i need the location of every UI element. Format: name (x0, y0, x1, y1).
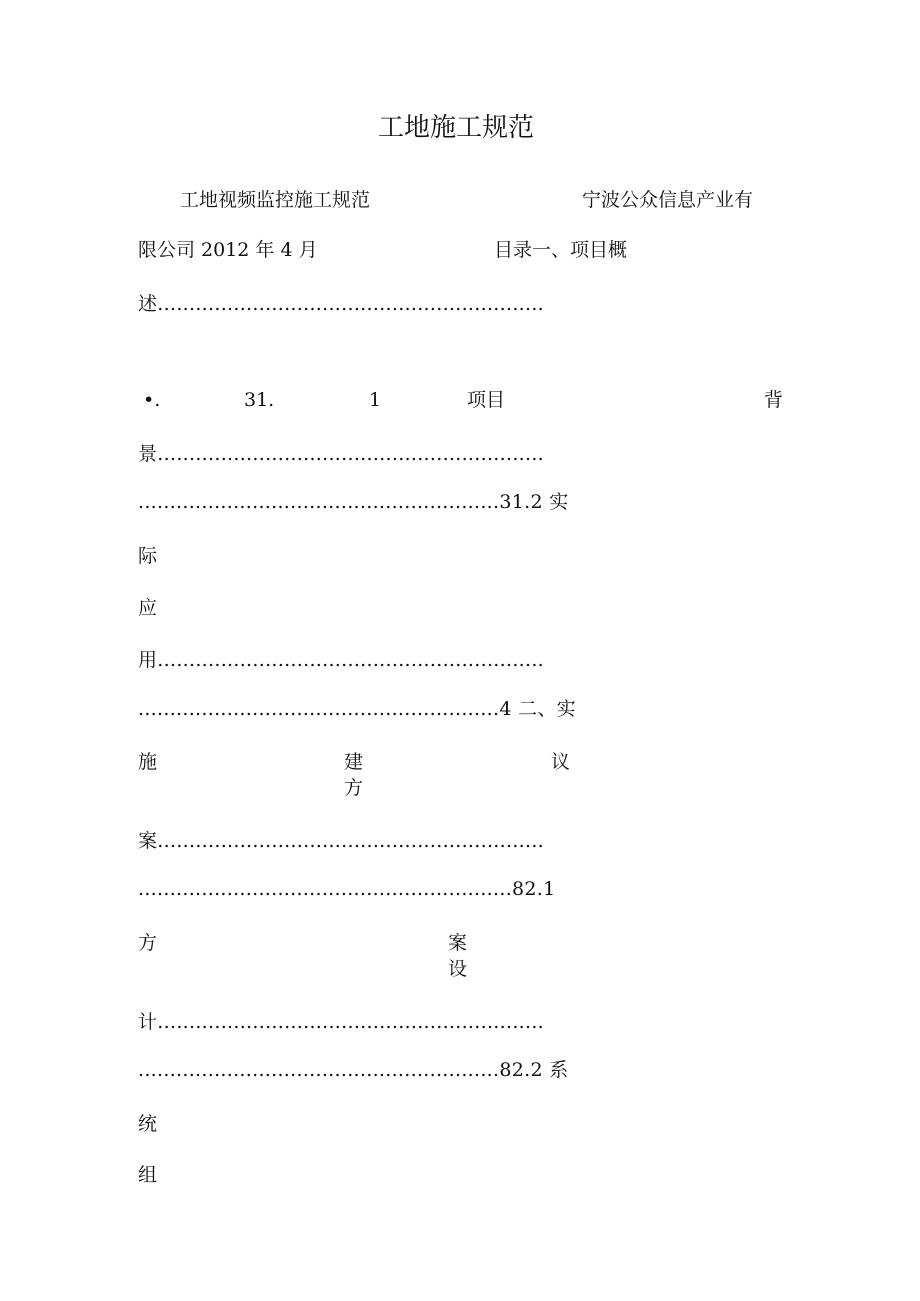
toc-line: 1 (369, 389, 382, 411)
toc-line: 应 (138, 597, 158, 619)
toc-line: 组 (138, 1164, 158, 1186)
toc-line: 际 (138, 545, 158, 567)
toc-line: .........................................................31.2 实 (138, 491, 569, 513)
company-name-part1: 宁波公众信息产业有 (582, 189, 754, 211)
toc-line: 31. (244, 389, 275, 411)
toc-line: 建 (344, 751, 364, 773)
toc-heading: 目录一、项目概 (494, 239, 628, 261)
toc-line: ...........................................................82.1 (138, 878, 556, 900)
toc-line: 景............................................................. (138, 443, 545, 465)
toc-line: 方 (138, 932, 158, 954)
toc-line: 项目 (467, 389, 506, 411)
document-subtitle: 工地视频监控施工规范 (180, 189, 371, 211)
toc-line: 设 (448, 958, 468, 980)
toc-line: 述............................................................. (138, 293, 545, 315)
toc-line: 案 (448, 932, 468, 954)
toc-line: 计............................................................. (138, 1011, 545, 1033)
toc-line: 方 (344, 777, 364, 799)
company-date-line: 限公司 2012 年 4 月 (138, 239, 318, 261)
toc-line: .........................................................82.2 系 (138, 1059, 569, 1081)
toc-line: 用............................................................. (138, 649, 545, 671)
document-title: 工地施工规范 (378, 113, 535, 143)
toc-line: 背 (764, 389, 784, 411)
toc-line: 施 (138, 751, 158, 773)
toc-line: 议 (551, 751, 571, 773)
toc-line: .........................................................4 二、实 (138, 698, 576, 720)
toc-line: 统 (138, 1113, 158, 1135)
toc-line: •. (143, 389, 161, 411)
toc-line: 案............................................................. (138, 830, 545, 852)
